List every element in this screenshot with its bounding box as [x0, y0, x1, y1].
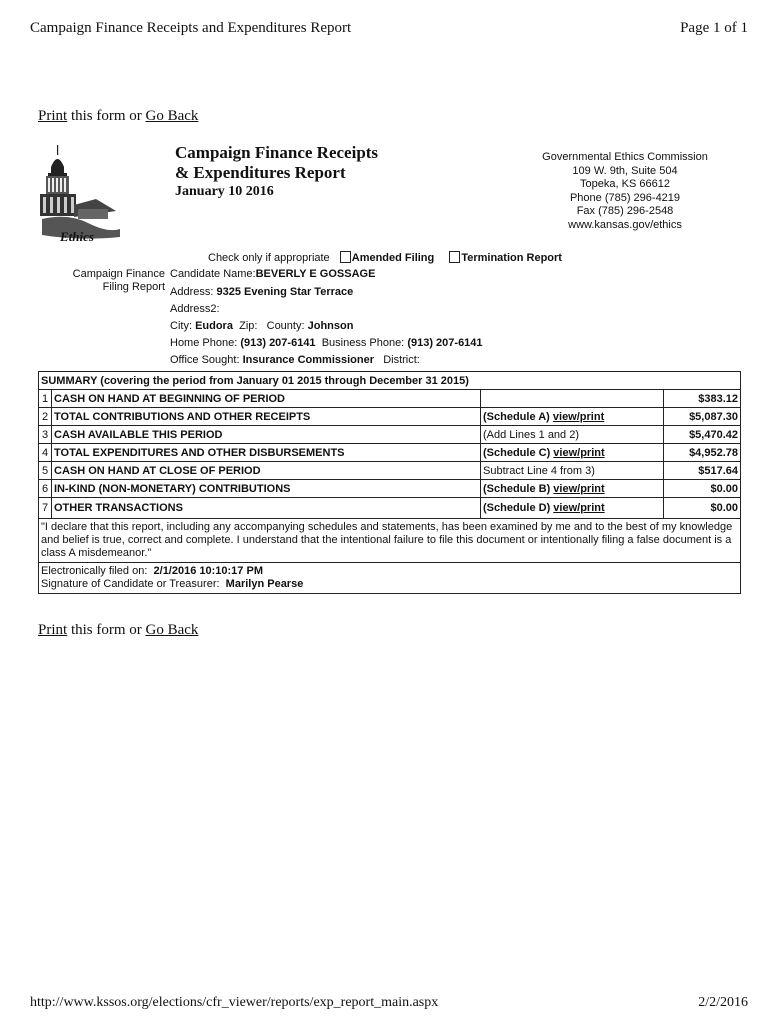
- bottom-nav: [38, 622, 198, 639]
- candidate-city: Eudora: [195, 320, 233, 332]
- report-title: [175, 143, 378, 183]
- candidate-name-row: [170, 268, 375, 280]
- amended-filing-label: Amended Filing: [351, 252, 435, 264]
- row-schedule: (Schedule B) view/print: [481, 480, 664, 498]
- print-link[interactable]: Print: [38, 108, 68, 124]
- row-schedule: Subtract Line 4 from 3): [481, 462, 664, 480]
- county-label: County:: [266, 320, 305, 332]
- table-row: [39, 462, 741, 480]
- row-label: OTHER TRANSACTIONS: [52, 498, 481, 519]
- row-amount: $0.00: [664, 498, 741, 519]
- office-website: www.kansas.gov/ethics: [568, 218, 682, 231]
- nav-middle-text: this form or: [70, 108, 142, 124]
- cf-label-line1: Campaign Finance: [72, 268, 165, 280]
- cf-label-line2: Filing Report: [102, 281, 165, 293]
- row-schedule: (Schedule D) view/print: [481, 498, 664, 519]
- schedule-a-view-print-link[interactable]: view/print: [552, 410, 605, 423]
- row-number: 5: [39, 462, 52, 480]
- report-title-line2: & Expenditures Report: [175, 163, 346, 182]
- filing-info: [39, 563, 741, 594]
- capitol-icon: [38, 145, 122, 245]
- schedule-b-view-print-link[interactable]: view/print: [553, 482, 605, 495]
- home-phone-label: Home Phone:: [170, 337, 238, 349]
- row-amount: $5,470.42: [664, 426, 741, 444]
- row-schedule: [481, 390, 664, 408]
- go-back-link-bottom[interactable]: Go Back: [145, 622, 199, 638]
- table-row: [39, 408, 741, 426]
- report-date: January 10 2016: [175, 184, 274, 199]
- termination-report-checkbox[interactable]: [449, 251, 460, 263]
- filing-info-row: [39, 563, 741, 594]
- amended-filing-checkbox[interactable]: [340, 251, 351, 263]
- row-number: 6: [39, 480, 52, 498]
- row-label: CASH AVAILABLE THIS PERIOD: [52, 426, 481, 444]
- address-label: Address:: [170, 286, 214, 298]
- schedule-c-view-print-link[interactable]: view/print: [553, 446, 605, 459]
- candidate-address2-row: [170, 303, 220, 315]
- candidate-business-phone: (913) 207-6141: [407, 337, 483, 349]
- office-fax: Fax (785) 296-2548: [576, 205, 674, 218]
- candidate-office-row: [170, 354, 420, 366]
- filed-on-label: Electronically filed on:: [41, 565, 148, 577]
- address2-label: Address2:: [170, 303, 220, 315]
- row-amount: $517.64: [664, 462, 741, 480]
- footer-date: 2/2/2016: [698, 995, 748, 1010]
- table-row: [39, 444, 741, 462]
- office-sought-label: Office Sought:: [170, 354, 240, 366]
- city-label: City:: [170, 320, 192, 332]
- page-number: Page 1 of 1: [680, 20, 748, 36]
- filed-on-line: [41, 565, 738, 578]
- row-schedule: (Schedule C) view/print: [481, 444, 664, 462]
- candidate-county: Johnson: [307, 320, 354, 332]
- row-label: TOTAL CONTRIBUTIONS AND OTHER RECEIPTS: [52, 408, 481, 426]
- svg-text:Ethics: Ethics: [60, 229, 94, 244]
- filing-type-prompt: Check only if appropriate: [208, 252, 330, 264]
- cf-filing-label: [60, 268, 165, 294]
- candidate-name-label: Candidate Name:: [170, 268, 256, 280]
- declaration-row: [39, 519, 741, 563]
- row-label: CASH ON HAND AT CLOSE OF PERIOD: [52, 462, 481, 480]
- row-number: 3: [39, 426, 52, 444]
- candidate-home-phone: (913) 207-6141: [240, 337, 316, 349]
- row-number: 4: [39, 444, 52, 462]
- page-header-title: Campaign Finance Receipts and Expenditures Report: [30, 20, 352, 36]
- candidate-address-row: [170, 286, 353, 298]
- top-nav: [38, 108, 198, 125]
- office-address: [525, 151, 725, 233]
- nav-middle-text-bottom: this form or: [70, 622, 142, 638]
- termination-report-label: Termination Report: [461, 252, 562, 264]
- declaration-text: "I declare that this report, including any accompanying schedules and statements, has been examined by me and to the best of my knowledge and belief is true, correct and complete. I understand that the intentional failure to file this document or intentionally filing a false document is a class A misdemeanor.": [39, 519, 741, 563]
- row-number: 1: [39, 390, 52, 408]
- candidate-address: 9325 Evening Star Terrace: [216, 286, 354, 298]
- signature-value: Marilyn Pearse: [225, 578, 304, 590]
- office-city: Topeka, KS 66612: [580, 178, 670, 191]
- capitol-building-logo: [38, 145, 122, 245]
- zip-label: Zip:: [239, 320, 258, 332]
- signature-label: Signature of Candidate or Treasurer:: [41, 578, 220, 590]
- footer-url: http://www.kssos.org/elections/cfr_viewer/reports/exp_report_main.aspx: [30, 995, 439, 1010]
- row-label: CASH ON HAND AT BEGINNING OF PERIOD: [52, 390, 481, 408]
- summary-header-row: [39, 372, 741, 390]
- row-number: 2: [39, 408, 52, 426]
- row-amount: $383.12: [664, 390, 741, 408]
- schedule-d-view-print-link[interactable]: view/print: [553, 502, 605, 514]
- summary-header: SUMMARY (covering the period from January 01 2015 through December 31 2015): [39, 372, 741, 390]
- candidate-phone-row: [170, 337, 483, 349]
- row-label: TOTAL EXPENDITURES AND OTHER DISBURSEMENTS: [52, 444, 481, 462]
- report-title-line1: Campaign Finance Receipts: [175, 143, 379, 162]
- filed-on-value: 2/1/2016 10:10:17 PM: [153, 565, 263, 577]
- row-schedule: (Schedule A) view/print: [481, 408, 664, 426]
- office-phone: Phone (785) 296-4219: [569, 191, 681, 204]
- candidate-city-row: [170, 320, 353, 332]
- filing-type-row: [208, 251, 562, 264]
- row-amount: $5,087.30: [664, 408, 741, 426]
- office-name: Governmental Ethics Commission: [542, 151, 708, 163]
- table-row: [39, 480, 741, 498]
- district-label: District:: [383, 354, 420, 366]
- row-amount: $4,952.78: [664, 444, 741, 462]
- table-row: [39, 498, 741, 519]
- print-link-bottom[interactable]: Print: [38, 622, 68, 638]
- table-row: [39, 426, 741, 444]
- candidate-name: BEVERLY E GOSSAGE: [255, 268, 376, 280]
- row-schedule: (Add Lines 1 and 2): [481, 426, 664, 444]
- row-number: 7: [39, 498, 52, 519]
- signature-line: [41, 578, 738, 591]
- row-amount: $0.00: [664, 480, 741, 498]
- row-label: IN-KIND (NON-MONETARY) CONTRIBUTIONS: [52, 480, 481, 498]
- business-phone-label: Business Phone:: [321, 337, 405, 349]
- office-street: 109 W. 9th, Suite 504: [572, 164, 678, 177]
- table-row: [39, 390, 741, 408]
- summary-table: [38, 371, 741, 594]
- go-back-link[interactable]: Go Back: [145, 108, 199, 124]
- candidate-office-sought: Insurance Commissioner: [242, 354, 375, 366]
